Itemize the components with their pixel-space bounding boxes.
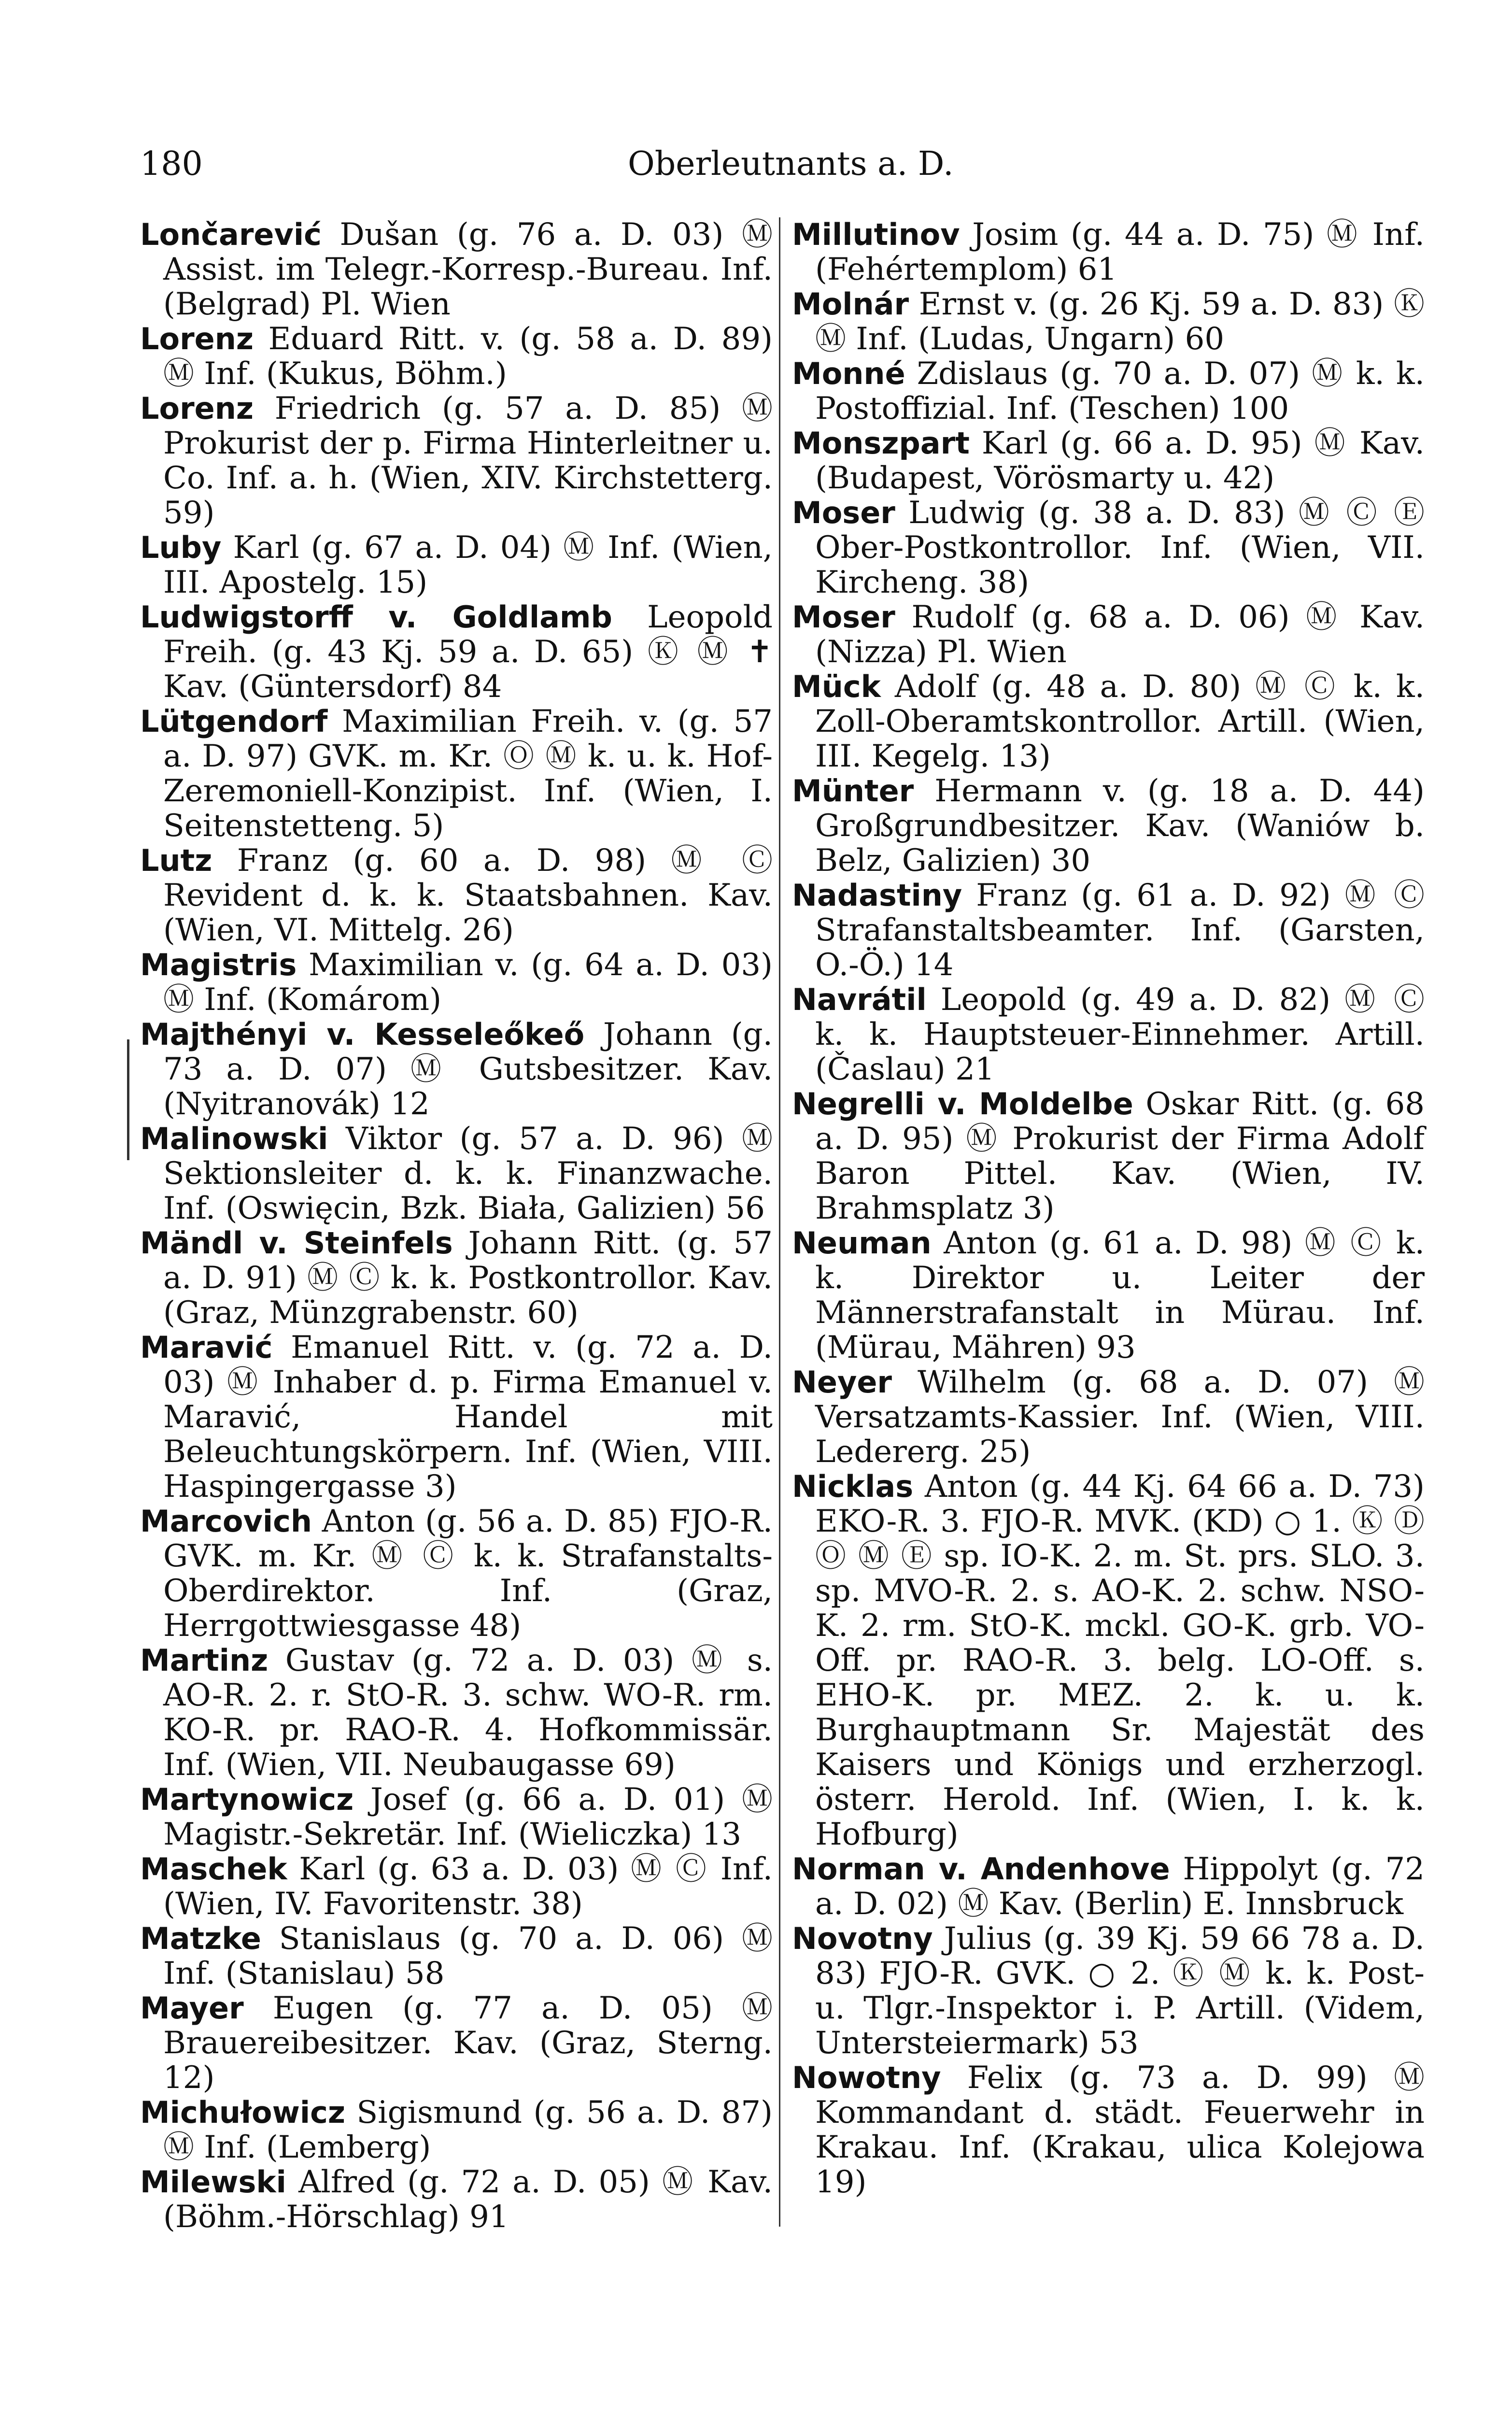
entry-details: Oskar Ritt. (g. 68 a. D. 95) Ⓜ Prokurist der Firma Adolf Baron Pittel. Kav. (Wien, IV. Brahmsplatz 3) [815, 1086, 1425, 1226]
directory-entry [140, 2165, 773, 2234]
directory-entry [140, 2095, 773, 2165]
entry-details: Anton (g. 56 a. D. 85) FJO-R. GVK. m. Kr. Ⓜ Ⓒ k. k. Strafanstalts-Oberdirektor. Inf. (Graz, Herrgottwiesgasse 48) [163, 1504, 773, 1644]
entry-surname: Monszpart [792, 426, 970, 461]
entry-details: Julius (g. 39 Kj. 59 66 78 a. D. 83) FJO-R. GVK. ○ 2. Ⓚ Ⓜ k. k. Post- u. Tlgr.-Inspektor i. P. Artill. (Videm, Untersteiermark) 53 [815, 1921, 1425, 2061]
directory-entry [140, 1921, 773, 1991]
entry-details: Leopold Freih. (g. 43 Kj. 59 a. D. 65) Ⓚ Ⓜ ✝ Kav. (Güntersdorf) 84 [163, 599, 773, 705]
directory-entry [140, 1226, 773, 1330]
directory-entry [792, 217, 1425, 287]
directory-entry [140, 217, 773, 322]
directory-entry [792, 1226, 1425, 1365]
entry-details: Karl (g. 63 a. D. 03) Ⓜ Ⓒ Inf. (Wien, IV. Favoritenstr. 38) [163, 1851, 773, 1922]
entry-surname: Neyer [792, 1364, 892, 1400]
entry-details: Dušan (g. 76 a. D. 03) Ⓜ Assist. im Telegr.-Korresp.-Bureau. Inf. (Belgrad) Pl. Wien [163, 217, 773, 322]
right-column [792, 217, 1425, 2200]
entry-surname: Moser [792, 599, 895, 635]
directory-entry [140, 530, 773, 600]
entry-surname: Luby [140, 530, 222, 565]
entry-details: Leopold (g. 49 a. D. 82) Ⓜ Ⓒ k. k. Hauptsteuer-Einnehmer. Artill. (Časlau) 21 [815, 982, 1425, 1087]
entry-details: Alfred (g. 72 a. D. 05) Ⓜ Kav. (Böhm.-Hörschlag) 91 [163, 2164, 773, 2235]
entry-details: Ludwig (g. 38 a. D. 83) Ⓜ Ⓒ Ⓔ Ober-Postkontrollor. Inf. (Wien, VII. Kircheng. 38) [815, 495, 1425, 600]
directory-entry [140, 704, 773, 843]
directory-entry [140, 1782, 773, 1852]
directory-entry [140, 843, 773, 948]
directory-entry [792, 1087, 1425, 1226]
entry-details: Friedrich (g. 57 a. D. 85) Ⓜ Prokurist der p. Firma Hinterleitner u. Co. Inf. a. h. (Wien, XIV. Kirchstetterg. 59) [163, 391, 773, 531]
directory-entry [792, 774, 1425, 878]
directory-entry [792, 669, 1425, 774]
entry-details: Anton (g. 61 a. D. 98) Ⓜ Ⓒ k. k. Direktor u. Leiter der Männerstrafanstalt in Mürau. Inf. (Mürau, Mähren) 93 [815, 1225, 1425, 1365]
entry-surname: Lütgendorf [140, 704, 328, 739]
entry-details: Hermann v. (g. 18 a. D. 44) Großgrundbesitzer. Kav. (Waniów b. Belz, Galizien) 30 [815, 773, 1425, 879]
directory-entry [140, 322, 773, 391]
directory-entry [140, 1643, 773, 1782]
directory-entry [140, 1852, 773, 1921]
entry-surname: Norman v. Andenhove [792, 1851, 1170, 1887]
entry-details: Maximilian v. (g. 64 a. D. 03) Ⓜ Inf. (Komárom) [163, 947, 773, 1018]
directory-entry [140, 1330, 773, 1504]
entry-surname: Mück [792, 669, 881, 704]
entry-details: Maximilian Freih. v. (g. 57 a. D. 97) GVK. m. Kr. Ⓞ Ⓜ k. u. k. Hof-Zeremoniell-Konzipist. Inf. (Wien, I. Seitenstetteng. 5) [163, 704, 773, 844]
entry-details: Wilhelm (g. 68 a. D. 07) Ⓜ Versatzamts-Kassier. Inf. (Wien, VIII. Ledererg. 25) [815, 1364, 1425, 1470]
entry-surname: Nicklas [792, 1469, 914, 1504]
entry-surname: Malinowski [140, 1121, 328, 1156]
running-head: Oberleutnants a. D. [628, 145, 954, 183]
entry-details: Hippolyt (g. 72 a. D. 02) Ⓜ Kav. (Berlin) E. Innsbruck [815, 1851, 1425, 1922]
entry-surname: Matzke [140, 1921, 261, 1956]
entry-surname: Magistris [140, 947, 297, 982]
entry-surname: Milewski [140, 2164, 286, 2200]
entry-surname: Maschek [140, 1851, 287, 1887]
entry-details: Johann Ritt. (g. 57 a. D. 91) Ⓜ Ⓒ k. k. Postkontrollor. Kav. (Graz, Münzgrabenstr. 60) [163, 1225, 773, 1331]
entry-details: Eugen (g. 77 a. D. 05) Ⓜ Brauereibesitzer. Kav. (Graz, Sterng. 12) [163, 1990, 773, 2096]
directory-entry [792, 1365, 1425, 1469]
directory-entry [140, 600, 773, 704]
entry-details: Johann (g. 73 a. D. 07) Ⓜ Gutsbesitzer. Kav. (Nyitranovák) 12 [163, 1017, 773, 1122]
left-column [140, 217, 773, 2234]
entry-surname: Negrelli v. Moldelbe [792, 1086, 1133, 1122]
directory-entry [140, 1017, 773, 1122]
entry-details: Rudolf (g. 68 a. D. 06) Ⓜ Kav. (Nizza) Pl. Wien [815, 599, 1425, 670]
directory-entry [792, 2060, 1425, 2200]
page-number: 180 [140, 145, 203, 183]
entry-details: Anton (g. 44 Kj. 64 66 a. D. 73) EKO-R. 3. FJO-R. MVK. (KD) ○ 1. Ⓚ Ⓓ Ⓞ Ⓜ Ⓔ sp. IO-K. 2. m. St. prs. SLO. 3. sp. MVO-R. 2. s. AO-K. 2. schw. NSO-K. 2. rm. StO-K. mckl. GO-K. grb. VO-Off. pr. RAO-R. 3. belg. LO-Off. s. EHO-K. pr. MEZ. 2. k. u. k. Burghauptmann Sr. Majestät des Kaisers und Königs und erzherzogl. österr. Herold. Inf. (Wien, I. k. k. Hofburg) [815, 1469, 1425, 1852]
entry-surname: Navrátil [792, 982, 927, 1017]
entry-surname: Mayer [140, 1990, 244, 2026]
directory-entry [792, 982, 1425, 1087]
entry-surname: Lončarević [140, 217, 322, 252]
directory-entry [140, 1122, 773, 1226]
entry-surname: Michułowicz [140, 2095, 345, 2130]
entry-surname: Majthényi v. Kesseleőkeő [140, 1017, 585, 1052]
directory-entry [792, 356, 1425, 426]
entry-surname: Maravić [140, 1330, 273, 1365]
directory-entry [792, 1469, 1425, 1852]
entry-details: Gustav (g. 72 a. D. 03) Ⓜ s. AO-R. 2. r. StO-R. 3. schw. WO-R. rm. KO-R. pr. RAO-R. 4. Hofkommissär. Inf. (Wien, VII. Neubaugasse 69) [163, 1643, 773, 1783]
directory-entry [140, 948, 773, 1017]
directory-entry [140, 1991, 773, 2095]
entry-surname: Novotny [792, 1921, 933, 1956]
entry-details: Zdislaus (g. 70 a. D. 07) Ⓜ k. k. Postoffizial. Inf. (Teschen) 100 [815, 356, 1425, 426]
column-rule [779, 217, 780, 2227]
directory-entry [140, 1504, 773, 1643]
entry-surname: Lorenz [140, 321, 254, 356]
entry-surname: Monné [792, 356, 905, 391]
directory-entry [140, 391, 773, 530]
entry-surname: Marcovich [140, 1504, 312, 1539]
entry-surname: Nadastiny [792, 878, 962, 913]
directory-entry [792, 1921, 1425, 2060]
entry-surname: Münter [792, 773, 914, 809]
entry-details: Adolf (g. 48 a. D. 80) Ⓜ Ⓒ k. k. Zoll-Oberamtskontrollor. Artill. (Wien, III. Kegelg. 13) [815, 669, 1425, 774]
entry-details: Felix (g. 73 a. D. 99) Ⓜ Kommandant d. städt. Feuerwehr in Krakau. Inf. (Krakau, ulica Kolejowa 19) [815, 2060, 1425, 2200]
entry-details: Viktor (g. 57 a. D. 96) Ⓜ Sektionsleiter d. k. k. Finanzwache. Inf. (Oswięcin, Bzk. Biała, Galizien) 56 [163, 1121, 773, 1226]
directory-entry [792, 287, 1425, 356]
entry-surname: Ludwigstorff v. Goldlamb [140, 599, 612, 635]
entry-details: Stanislaus (g. 70 a. D. 06) Ⓜ Inf. (Stanislau) 58 [163, 1921, 773, 1991]
directory-entry [792, 878, 1425, 982]
entry-details: Josim (g. 44 a. D. 75) Ⓜ Inf. (Fehértemplom) 61 [815, 217, 1425, 287]
margin-mark [127, 1039, 129, 1160]
entry-details: Franz (g. 60 a. D. 98) Ⓜ Ⓒ Revident d. k. k. Staatsbahnen. Kav. (Wien, VI. Mittelg. 26) [163, 843, 773, 948]
entry-details: Karl (g. 67 a. D. 04) Ⓜ Inf. (Wien, III. Apostelg. 15) [163, 530, 773, 600]
entry-details: Ernst v. (g. 26 Kj. 59 a. D. 83) Ⓚ Ⓜ Inf. (Ludas, Ungarn) 60 [815, 286, 1425, 357]
directory-entry [792, 496, 1425, 600]
entry-surname: Lorenz [140, 391, 254, 426]
entry-details: Karl (g. 66 a. D. 95) Ⓜ Kav. (Budapest, Vörösmarty u. 42) [815, 426, 1425, 496]
entry-details: Franz (g. 61 a. D. 92) Ⓜ Ⓒ Strafanstaltsbeamter. Inf. (Garsten, O.-Ö.) 14 [815, 878, 1425, 983]
entry-surname: Lutz [140, 843, 212, 878]
entry-details: Josef (g. 66 a. D. 01) Ⓜ Magistr.-Sekretär. Inf. (Wieliczka) 13 [163, 1782, 773, 1852]
directory-entry [792, 600, 1425, 669]
entry-surname: Moser [792, 495, 895, 530]
entry-surname: Martinz [140, 1643, 268, 1678]
entry-surname: Mändl v. Steinfels [140, 1225, 453, 1261]
directory-entry [792, 1852, 1425, 1921]
directory-entry [792, 426, 1425, 496]
entry-surname: Millutinov [792, 217, 960, 252]
entry-details: Eduard Ritt. v. (g. 58 a. D. 89) Ⓜ Inf. (Kukus, Böhm.) [163, 321, 773, 392]
entry-surname: Molnár [792, 286, 909, 322]
entry-surname: Neuman [792, 1225, 932, 1261]
entry-surname: Martynowicz [140, 1782, 354, 1817]
entry-details: Emanuel Ritt. v. (g. 72 a. D. 03) Ⓜ Inhaber d. p. Firma Emanuel v. Maravić, Handel mit Beleuchtungskörpern. Inf. (Wien, VIII. Haspingergasse 3) [163, 1330, 773, 1505]
entry-surname: Nowotny [792, 2060, 941, 2095]
entry-details: Sigismund (g. 56 a. D. 87) Ⓜ Inf. (Lemberg) [163, 2095, 773, 2165]
